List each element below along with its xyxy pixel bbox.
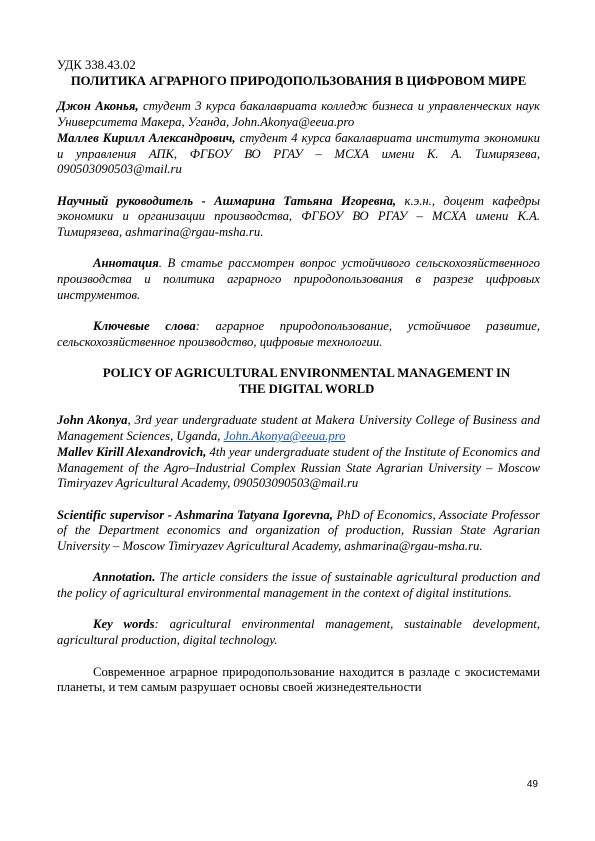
en-supervisor-info: PhD of Economics, Associate Professor of the Department economics and organization of production, Russian State Agrarian University – Moscow Timiryazev Agricultural Academy, ashmarina@rgau-msha.ru. <box>57 507 541 553</box>
page-number: 49 <box>526 779 538 790</box>
en-author-1-email-link[interactable]: John.Akonya@eeua.pro <box>223 429 346 444</box>
ru-keywords <box>57 319 540 350</box>
body-paragraph: Современное аграрное природопользование находится в разладе с экосистемами планеты, и тем самым разрушает основы своей жизнедеятельности <box>57 664 540 695</box>
ru-keywords-text: : аграрное природопользование, устойчивое развитие, сельскохозяйственное производство, цифровые технологии. <box>57 319 540 349</box>
en-keywords <box>57 617 540 648</box>
en-keywords-text: : agricultural environmental management, sustainable development, agricultural production, digital technology. <box>57 617 540 648</box>
en-author-1 <box>57 413 540 444</box>
en-supervisor <box>57 508 540 555</box>
ru-author-1 <box>57 99 540 130</box>
en-annotation <box>57 570 540 601</box>
en-annotation-text: The article considers the issue of sustainable agricultural production and the policy of agricultural environmental management in the context of digital institutions. <box>57 570 540 601</box>
en-author-2-name: Mallev Kirill Alexandrovich, <box>57 444 207 459</box>
en-author-1-name: John Akonya <box>57 413 128 428</box>
ru-author-2-name: Маллев Кирилл Александрович, <box>57 130 236 145</box>
ru-author-1-info: студент 3 курса бакалавриата колледж бизнеса и управленческих наук Университета Макера, Уганда, John.Akonya@eeua.pro <box>57 99 540 130</box>
ru-author-2 <box>57 131 540 178</box>
en-author-1-info: , 3rd year undergraduate student at Makera University College of Business and Management Sciences, Uganda, <box>57 413 540 444</box>
ru-supervisor-info: к.э.н., доцент кафедры экономики и организации производства, ФГБОУ ВО РГАУ – МСХА имени К.А. Тимирязева, ashmarina@rgau-msha.ru. <box>57 193 540 240</box>
udc-code: УДК 338.43.02 <box>57 58 136 72</box>
ru-author-1-name: Джон Аконья, <box>57 99 139 114</box>
ru-author-2-info: студент 4 курса бакалавриата института экономики и управления АПК, ФГБОУ ВО РГАУ – МСХА имени К. А. Тимирязева, 090503090503@mail.ru <box>57 130 541 177</box>
en-keywords-label: Key words <box>93 617 155 632</box>
ru-title: ПОЛИТИКА АГРАРНОГО ПРИРОДОПОЛЬЗОВАНИЯ В ЦИФРОВОМ МИРЕ <box>70 73 527 88</box>
en-title: POLICY OF AGRICULTURAL ENVIRONMENTAL MANAGEMENT IN THE DIGITAL WORLD <box>102 366 511 396</box>
page-content <box>57 58 540 696</box>
ru-annotation-label: Аннотация <box>93 256 159 271</box>
ru-supervisor <box>57 194 540 241</box>
ru-supervisor-name: Научный руководитель - Ашмарина Татьяна Игоревна, <box>57 193 397 208</box>
ru-keywords-label: Ключевые слова <box>93 319 196 334</box>
ru-annotation-text: . В статье рассмотрен вопрос устойчивого сельскохозяйственного производства и политика аграрного природопользования в разрезе цифровых инструментов. <box>57 256 540 302</box>
en-supervisor-name: Scientific supervisor - Ashmarina Tatyana Igorevna, <box>57 507 333 522</box>
en-annotation-label: Annotation. <box>93 570 156 585</box>
en-author-2-info: 4th year undergraduate student of the Institute of Economics and Management of the Agro–Industrial Complex Russian State Agrarian University – Moscow Timiryazev Agricultural Academy, 090503090503@mail.ru <box>57 444 540 491</box>
en-author-2 <box>57 445 540 492</box>
ru-annotation <box>57 256 540 303</box>
